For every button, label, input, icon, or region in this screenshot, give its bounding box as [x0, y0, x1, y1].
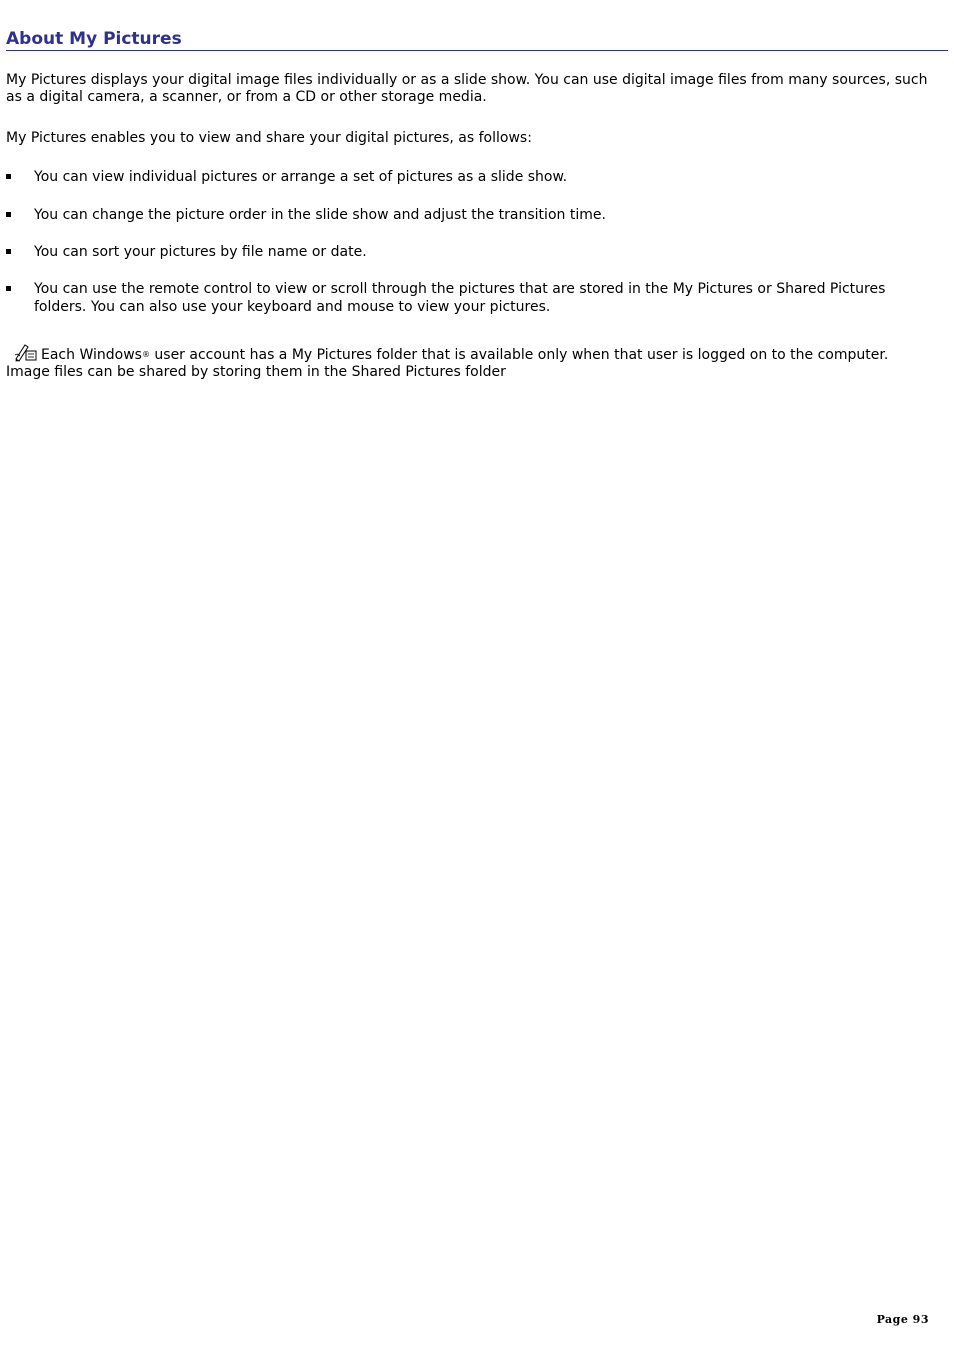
list-item-text: You can use the remote control to view or scroll through the pictures that are stored in the My Pictures or Shared Pictures folders. You can also use your keyboard and mouse to view your pictures. [34, 281, 886, 315]
note-text-end: user account has a My Pictures folder that is available only when that user is logged on to the computer. Image files can be shared by storing them in the Shared Pictures folder [6, 347, 889, 380]
registered-mark: ® [141, 350, 150, 359]
bullet-square-icon [6, 174, 11, 179]
list-item-text: You can sort your pictures by file name or date. [34, 244, 367, 260]
note-block [6, 342, 936, 381]
bullet-square-icon [6, 212, 11, 217]
page-title [6, 29, 948, 51]
bullet-square-icon [6, 249, 11, 254]
list-item-text: You can change the picture order in the slide show and adjust the transition time. [34, 207, 606, 223]
note-text-start: Each Windows [41, 347, 142, 363]
bullet-square-icon [6, 286, 11, 291]
features-lead-paragraph: My Pictures enables you to view and share your digital pictures, as follows: [6, 130, 532, 146]
intro-paragraph: My Pictures displays your digital image files individually or as a slide show. You can use digital image files from many sources, such as a digital camera, a scanner, or from a CD or other storage media. [6, 72, 928, 105]
note-pencil-icon [14, 342, 38, 362]
list-item-text: You can view individual pictures or arrange a set of pictures as a slide show. [34, 169, 568, 185]
page-number: Page 93 [876, 1313, 929, 1326]
page-title-text: About My Pictures [6, 29, 182, 49]
